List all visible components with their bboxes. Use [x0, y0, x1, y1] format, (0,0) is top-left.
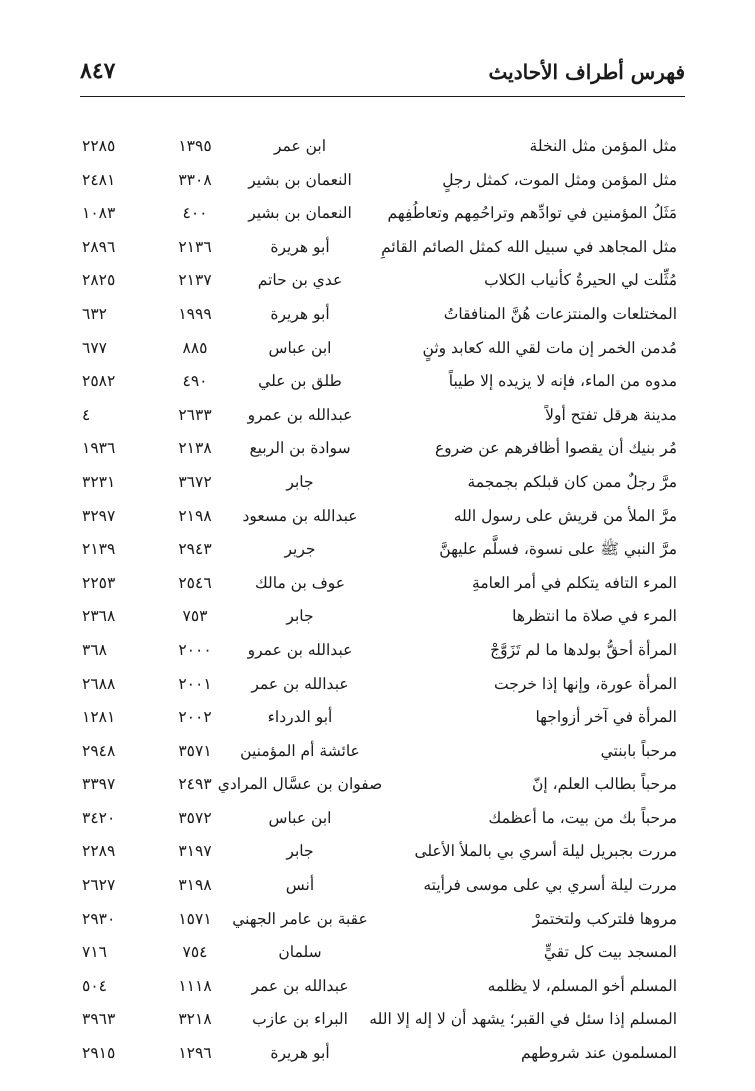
table-row — [0, 399, 755, 433]
reference-number: ٢٤٨١ — [82, 170, 116, 189]
narrator-name: النعمان بن بشير — [248, 204, 352, 223]
hadith-text: مثل المؤمن ومثل الموت، كمثل رجلٍ — [442, 170, 677, 189]
hadith-text: مرَّ النبي ﷺ على نسوة، فسلَّم عليهنَّ — [439, 540, 677, 559]
hadith-text: مرحباً بطالب العلم، إنّ — [532, 775, 677, 794]
table-row — [0, 332, 755, 366]
narrator-name: عبدالله بن عمرو — [247, 640, 353, 659]
reference-number: ٧١٦ — [82, 943, 107, 962]
hadith-number: ٤٩٠ — [182, 372, 208, 391]
table-row — [0, 567, 755, 601]
narrator-name: جرير — [284, 540, 316, 559]
hadith-number: ٢٦٣٣ — [178, 405, 212, 424]
table-row — [0, 835, 755, 869]
hadith-index-table — [0, 130, 755, 1071]
table-row — [0, 735, 755, 769]
hadith-number: ٢٩٤٣ — [178, 540, 212, 559]
hadith-number: ٢٥٤٦ — [178, 573, 212, 592]
narrator-name: طلق بن علي — [258, 372, 342, 391]
table-row — [0, 164, 755, 198]
narrator-name: ابن عباس — [268, 338, 332, 357]
narrator-name: ابن عمر — [273, 137, 327, 155]
hadith-text: المرأة عورة، وإنها إذا خرجت — [494, 674, 677, 693]
narrator-name: عقبة بن عامر الجهني — [232, 909, 368, 928]
table-row — [0, 802, 755, 836]
table-row — [0, 634, 755, 668]
reference-number: ٣٢٩٧ — [82, 506, 116, 525]
hadith-number: ٢٠٠١ — [178, 674, 212, 693]
hadith-text: مثل المؤمن مثل النخلة — [529, 137, 677, 155]
narrator-name: عبدالله بن عمر — [251, 976, 349, 995]
hadith-number: ٢١٣٨ — [178, 439, 212, 458]
table-row — [0, 668, 755, 702]
reference-number: ٣٢٣١ — [82, 472, 116, 491]
hadith-text: مرَّ الملأ من قريش على رسول الله — [453, 506, 677, 525]
narrator-name: عوف بن مالك — [254, 573, 346, 592]
hadith-number: ٢١٣٦ — [178, 237, 212, 256]
table-row — [0, 869, 755, 903]
reference-number: ٢٨٢٥ — [82, 271, 116, 290]
table-row — [0, 130, 755, 164]
hadith-text: مررت ليلة أسري بي على موسى فرأيته — [423, 876, 677, 895]
hadith-text: المرء في صلاة ما انتظرها — [512, 607, 677, 626]
table-row — [0, 533, 755, 567]
narrator-name: أبو الدرداء — [267, 708, 333, 727]
narrator-name: جابر — [286, 472, 314, 491]
table-row — [0, 500, 755, 534]
narrator-name: جابر — [286, 842, 314, 861]
narrator-name: عبدالله بن عمر — [251, 674, 349, 693]
table-row — [0, 197, 755, 231]
hadith-text: مُدمن الخمر إن مات لقي الله كعابد وثنٍ — [422, 338, 677, 357]
reference-number: ٢٩١٥ — [82, 1044, 116, 1063]
narrator-name: عبدالله بن عمرو — [247, 405, 353, 424]
hadith-number: ٧٥٣ — [182, 607, 208, 626]
hadith-text: مَثَلُ المؤمنين في توادِّهم وتراحُمِهم وتعاطُفِهم — [387, 204, 677, 223]
hadith-number: ٣٥٧٢ — [178, 808, 212, 827]
hadith-text: المرأة في آخر أزواجها — [535, 708, 677, 727]
narrator-name: أبو هريرة — [270, 304, 330, 323]
hadith-number: ٣٣٠٨ — [178, 170, 212, 189]
hadith-number: ٤٠٠ — [182, 204, 208, 223]
hadith-number: ٢٠٠٢ — [178, 708, 212, 727]
reference-number: ٢٢٨٥ — [82, 137, 116, 155]
hadith-text: المسجد بيت كل تقيٍّ — [543, 943, 677, 962]
narrator-name: أنس — [285, 876, 315, 895]
table-row — [0, 701, 755, 735]
narrator-name: عبدالله بن مسعود — [242, 506, 358, 525]
narrator-name: ابن عباس — [268, 808, 332, 827]
hadith-number: ٨٨٥ — [182, 338, 208, 357]
page-number: ٨٤٧ — [80, 58, 116, 84]
hadith-text: المسلمون عند شروطهم — [520, 1044, 677, 1063]
hadith-text: مروها فلتركب ولتختمرْ — [532, 909, 677, 928]
narrator-name: جابر — [286, 607, 314, 626]
hadith-number: ٣١٩٨ — [178, 876, 212, 895]
hadith-text: مثل المجاهد في سبيل الله كمثل الصائم القائمِ — [381, 237, 677, 256]
table-row — [0, 298, 755, 332]
hadith-number: ٢١٩٨ — [178, 506, 212, 525]
hadith-text: المرء التافه يتكلم في أمر العامةِ — [472, 573, 677, 592]
table-row — [0, 1037, 755, 1071]
reference-number: ٢٣٦٨ — [82, 607, 116, 626]
narrator-name: عدي بن حاتم — [257, 271, 343, 290]
reference-number: ٣٦٨ — [82, 640, 107, 659]
hadith-text: المسلم أخو المسلم، لا يظلمه — [487, 976, 677, 995]
hadith-number: ٣٥٧١ — [178, 741, 212, 760]
hadith-number: ٢٤٩٣ — [178, 775, 212, 794]
narrator-name: البراء بن عازب — [252, 1010, 348, 1029]
hadith-number: ٢٠٠٠ — [178, 640, 212, 659]
reference-number: ٢٥٨٢ — [82, 372, 116, 391]
hadith-number: ٣٢١٨ — [178, 1010, 212, 1029]
hadith-text: مرحباً بابنتي — [600, 741, 677, 760]
table-row — [0, 903, 755, 937]
hadith-number: ١٩٩٩ — [178, 304, 212, 323]
table-row — [0, 365, 755, 399]
table-row — [0, 768, 755, 802]
hadith-text: مرَّ رجلٌ ممن كان قبلكم بجمجمة — [467, 472, 677, 491]
reference-number: ١٢٨١ — [82, 708, 116, 727]
reference-number: ٢٨٩٦ — [82, 237, 116, 256]
reference-number: ٢٦٢٧ — [82, 876, 116, 895]
reference-number: ٦٧٧ — [82, 338, 107, 357]
reference-number: ١٠٨٣ — [82, 204, 116, 223]
table-row — [0, 970, 755, 1004]
reference-number: ٦٣٢ — [82, 304, 107, 323]
hadith-number: ١٥٧١ — [178, 909, 212, 928]
reference-number: ٤ — [82, 405, 91, 424]
table-row — [0, 1003, 755, 1037]
narrator-name: النعمان بن بشير — [248, 170, 352, 189]
reference-number: ٣٩٦٣ — [82, 1010, 116, 1029]
page-title: فهرس أطراف الأحاديث — [488, 60, 685, 84]
hadith-text: مررت بجبريل ليلة أسري بي بالملأ الأعلى — [414, 842, 677, 861]
narrator-name: أبو هريرة — [270, 1044, 330, 1063]
reference-number: ٣٤٢٠ — [82, 808, 116, 827]
hadith-number: ٧٥٤ — [182, 943, 208, 962]
hadith-text: مدينة هرقل تفتح أولاً — [545, 405, 677, 424]
reference-number: ١٩٣٦ — [82, 439, 116, 458]
table-row — [0, 432, 755, 466]
reference-number: ٢٦٨٨ — [82, 674, 116, 693]
reference-number: ٢٩٤٨ — [82, 741, 116, 760]
table-row — [0, 600, 755, 634]
narrator-name: سوادة بن الربيع — [249, 439, 351, 458]
hadith-number: ١٣٩٥ — [178, 137, 212, 155]
reference-number: ٢٢٥٣ — [82, 573, 116, 592]
narrator-name: صفوان بن عسَّال المرادي — [217, 775, 383, 794]
table-row — [0, 264, 755, 298]
hadith-text: مُر بنيك أن يقصوا أظافرهم عن ضروع — [434, 439, 677, 458]
table-row — [0, 466, 755, 500]
reference-number: ٢١٣٩ — [82, 540, 116, 559]
hadith-text: مدوه من الماء، فإنه لا يزيده إلا طيباً — [448, 372, 677, 391]
narrator-name: أبو هريرة — [270, 237, 330, 256]
reference-number: ٢٩٣٠ — [82, 909, 116, 928]
hadith-number: ٣١٩٧ — [178, 842, 212, 861]
hadith-text: المسلم إذا سئل في القبر؛ يشهد أن لا إله إلا الله — [369, 1010, 677, 1029]
hadith-number: ١٢٩٦ — [178, 1044, 212, 1063]
hadith-number: ٢١٣٧ — [178, 271, 212, 290]
hadith-number: ٣٦٧٢ — [178, 472, 212, 491]
hadith-text: المختلعات والمنتزعات هُنَّ المنافقاتُ — [443, 304, 677, 323]
narrator-name: سلمان — [278, 943, 322, 962]
hadith-number: ١١١٨ — [178, 976, 212, 995]
table-row — [0, 231, 755, 265]
hadith-text: مُثِّلت لي الحيرةُ كأنياب الكلاب — [484, 271, 677, 290]
narrator-name: عائشة أم المؤمنين — [240, 741, 360, 760]
hadith-text: مرحباً بك من بيت، ما أعظمك — [488, 808, 677, 827]
table-row — [0, 936, 755, 970]
reference-number: ٥٠٤ — [82, 976, 107, 995]
hadith-text: المرأة أحقُّ بولدها ما لم تَزَوَّجْ — [490, 640, 677, 659]
reference-number: ٢٢٨٩ — [82, 842, 116, 861]
reference-number: ٣٣٩٧ — [82, 775, 116, 794]
page-header — [80, 56, 685, 97]
